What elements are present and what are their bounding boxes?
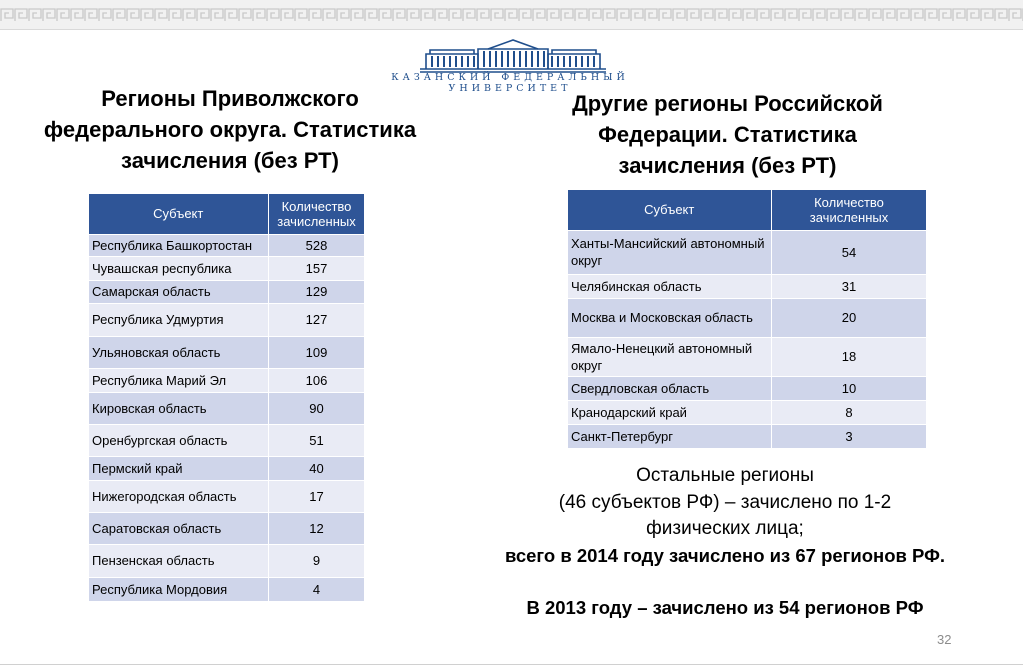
subject-cell: Ханты-Мансийский автономный округ [568, 230, 772, 274]
table-row [89, 480, 365, 512]
count-cell: 20 [772, 298, 927, 337]
table-row [89, 456, 365, 480]
count-cell: 129 [269, 280, 365, 303]
table-row [89, 256, 365, 280]
count-cell: 106 [269, 368, 365, 392]
count-cell: 54 [772, 230, 927, 274]
table-row [89, 577, 365, 601]
table-row [89, 336, 365, 368]
count-cell: 17 [269, 480, 365, 512]
left-heading-line: федерального округа. Статистика [43, 117, 417, 142]
count-cell: 18 [772, 337, 927, 376]
left-heading-line: Регионы Приволжского [101, 86, 359, 111]
column-header-subject: Субъект [568, 190, 772, 230]
subject-cell: Республика Башкортостан [89, 234, 269, 256]
footer-divider [0, 664, 1023, 665]
left-heading-line: зачисления (без РТ) [121, 148, 339, 173]
greek-key-ornament-icon [0, 8, 1023, 22]
subject-cell: Пермский край [89, 456, 269, 480]
count-cell: 90 [269, 392, 365, 424]
table-header-row [89, 194, 365, 234]
note-total-2014: всего в 2014 году зачислено из 67 регионов РФ. [504, 544, 946, 566]
count-cell: 528 [269, 234, 365, 256]
table-row [89, 544, 365, 577]
subject-cell: Саратовская область [89, 512, 269, 544]
university-building-logo-icon [418, 38, 608, 74]
count-cell: 9 [269, 544, 365, 577]
table-row [89, 424, 365, 456]
table-row [89, 392, 365, 424]
subject-cell: Кировская область [89, 392, 269, 424]
table-row [568, 298, 927, 337]
count-cell: 3 [772, 424, 927, 448]
subject-cell: Оренбургская область [89, 424, 269, 456]
subject-cell: Республика Удмуртия [89, 303, 269, 336]
subject-cell: Чувашская республика [89, 256, 269, 280]
volga-regions-table [88, 194, 365, 602]
table-row [89, 303, 365, 336]
table-row [568, 400, 927, 424]
column-header-subject: Субъект [89, 194, 269, 234]
count-cell: 8 [772, 400, 927, 424]
subject-cell: Кранодарский край [568, 400, 772, 424]
page-number: 32 [937, 632, 952, 647]
subject-cell: Пензенская область [89, 544, 269, 577]
subject-cell: Москва и Московская область [568, 298, 772, 337]
summary-note [470, 463, 980, 622]
count-cell: 127 [269, 303, 365, 336]
subject-cell: Самарская область [89, 280, 269, 303]
left-heading [15, 83, 445, 176]
table-row [568, 424, 927, 448]
table-header-row [568, 190, 927, 230]
table-row [568, 274, 927, 298]
count-cell: 31 [772, 274, 927, 298]
table-row [89, 280, 365, 303]
table-row [89, 512, 365, 544]
count-cell: 12 [269, 512, 365, 544]
note-spacer [470, 569, 980, 595]
subject-cell: Ульяновская область [89, 336, 269, 368]
count-cell: 40 [269, 456, 365, 480]
note-line: (46 субъектов РФ) – зачислено по 1-2 [558, 491, 892, 513]
university-name: КАЗАНСКИЙ ФЕДЕРАЛЬНЫЙ УНИВЕРСИТЕТ [391, 72, 629, 94]
table-row [568, 337, 927, 376]
count-cell: 157 [269, 256, 365, 280]
column-header-count: Количество зачисленных [772, 190, 927, 230]
other-regions-table [567, 190, 927, 449]
subject-cell: Санкт-Петербург [568, 424, 772, 448]
subject-cell: Нижегородская область [89, 480, 269, 512]
right-heading [520, 88, 935, 181]
note-line: физических лица; [646, 518, 804, 539]
count-cell: 109 [269, 336, 365, 368]
subject-cell: Республика Марий Эл [89, 368, 269, 392]
count-cell: 4 [269, 577, 365, 601]
table-row [568, 376, 927, 400]
right-heading-line: Другие регионы Российской [572, 91, 883, 116]
note-line: Остальные регионы [636, 465, 814, 486]
column-header-count: Количество зачисленных [269, 194, 365, 234]
table-row [89, 368, 365, 392]
subject-cell: Свердловская область [568, 376, 772, 400]
decorative-top-band [0, 0, 1023, 30]
table-row [89, 234, 365, 256]
note-total-2013: В 2013 году – зачислено из 54 регионов РФ [526, 597, 924, 618]
subject-cell: Челябинская область [568, 274, 772, 298]
subject-cell: Ямало-Ненецкий автономный округ [568, 337, 772, 376]
right-heading-line: зачисления (без РТ) [618, 153, 837, 178]
count-cell: 10 [772, 376, 927, 400]
right-heading-line: Федерации. Статистика [598, 122, 857, 147]
table-row [568, 230, 927, 274]
subject-cell: Республика Мордовия [89, 577, 269, 601]
count-cell: 51 [269, 424, 365, 456]
